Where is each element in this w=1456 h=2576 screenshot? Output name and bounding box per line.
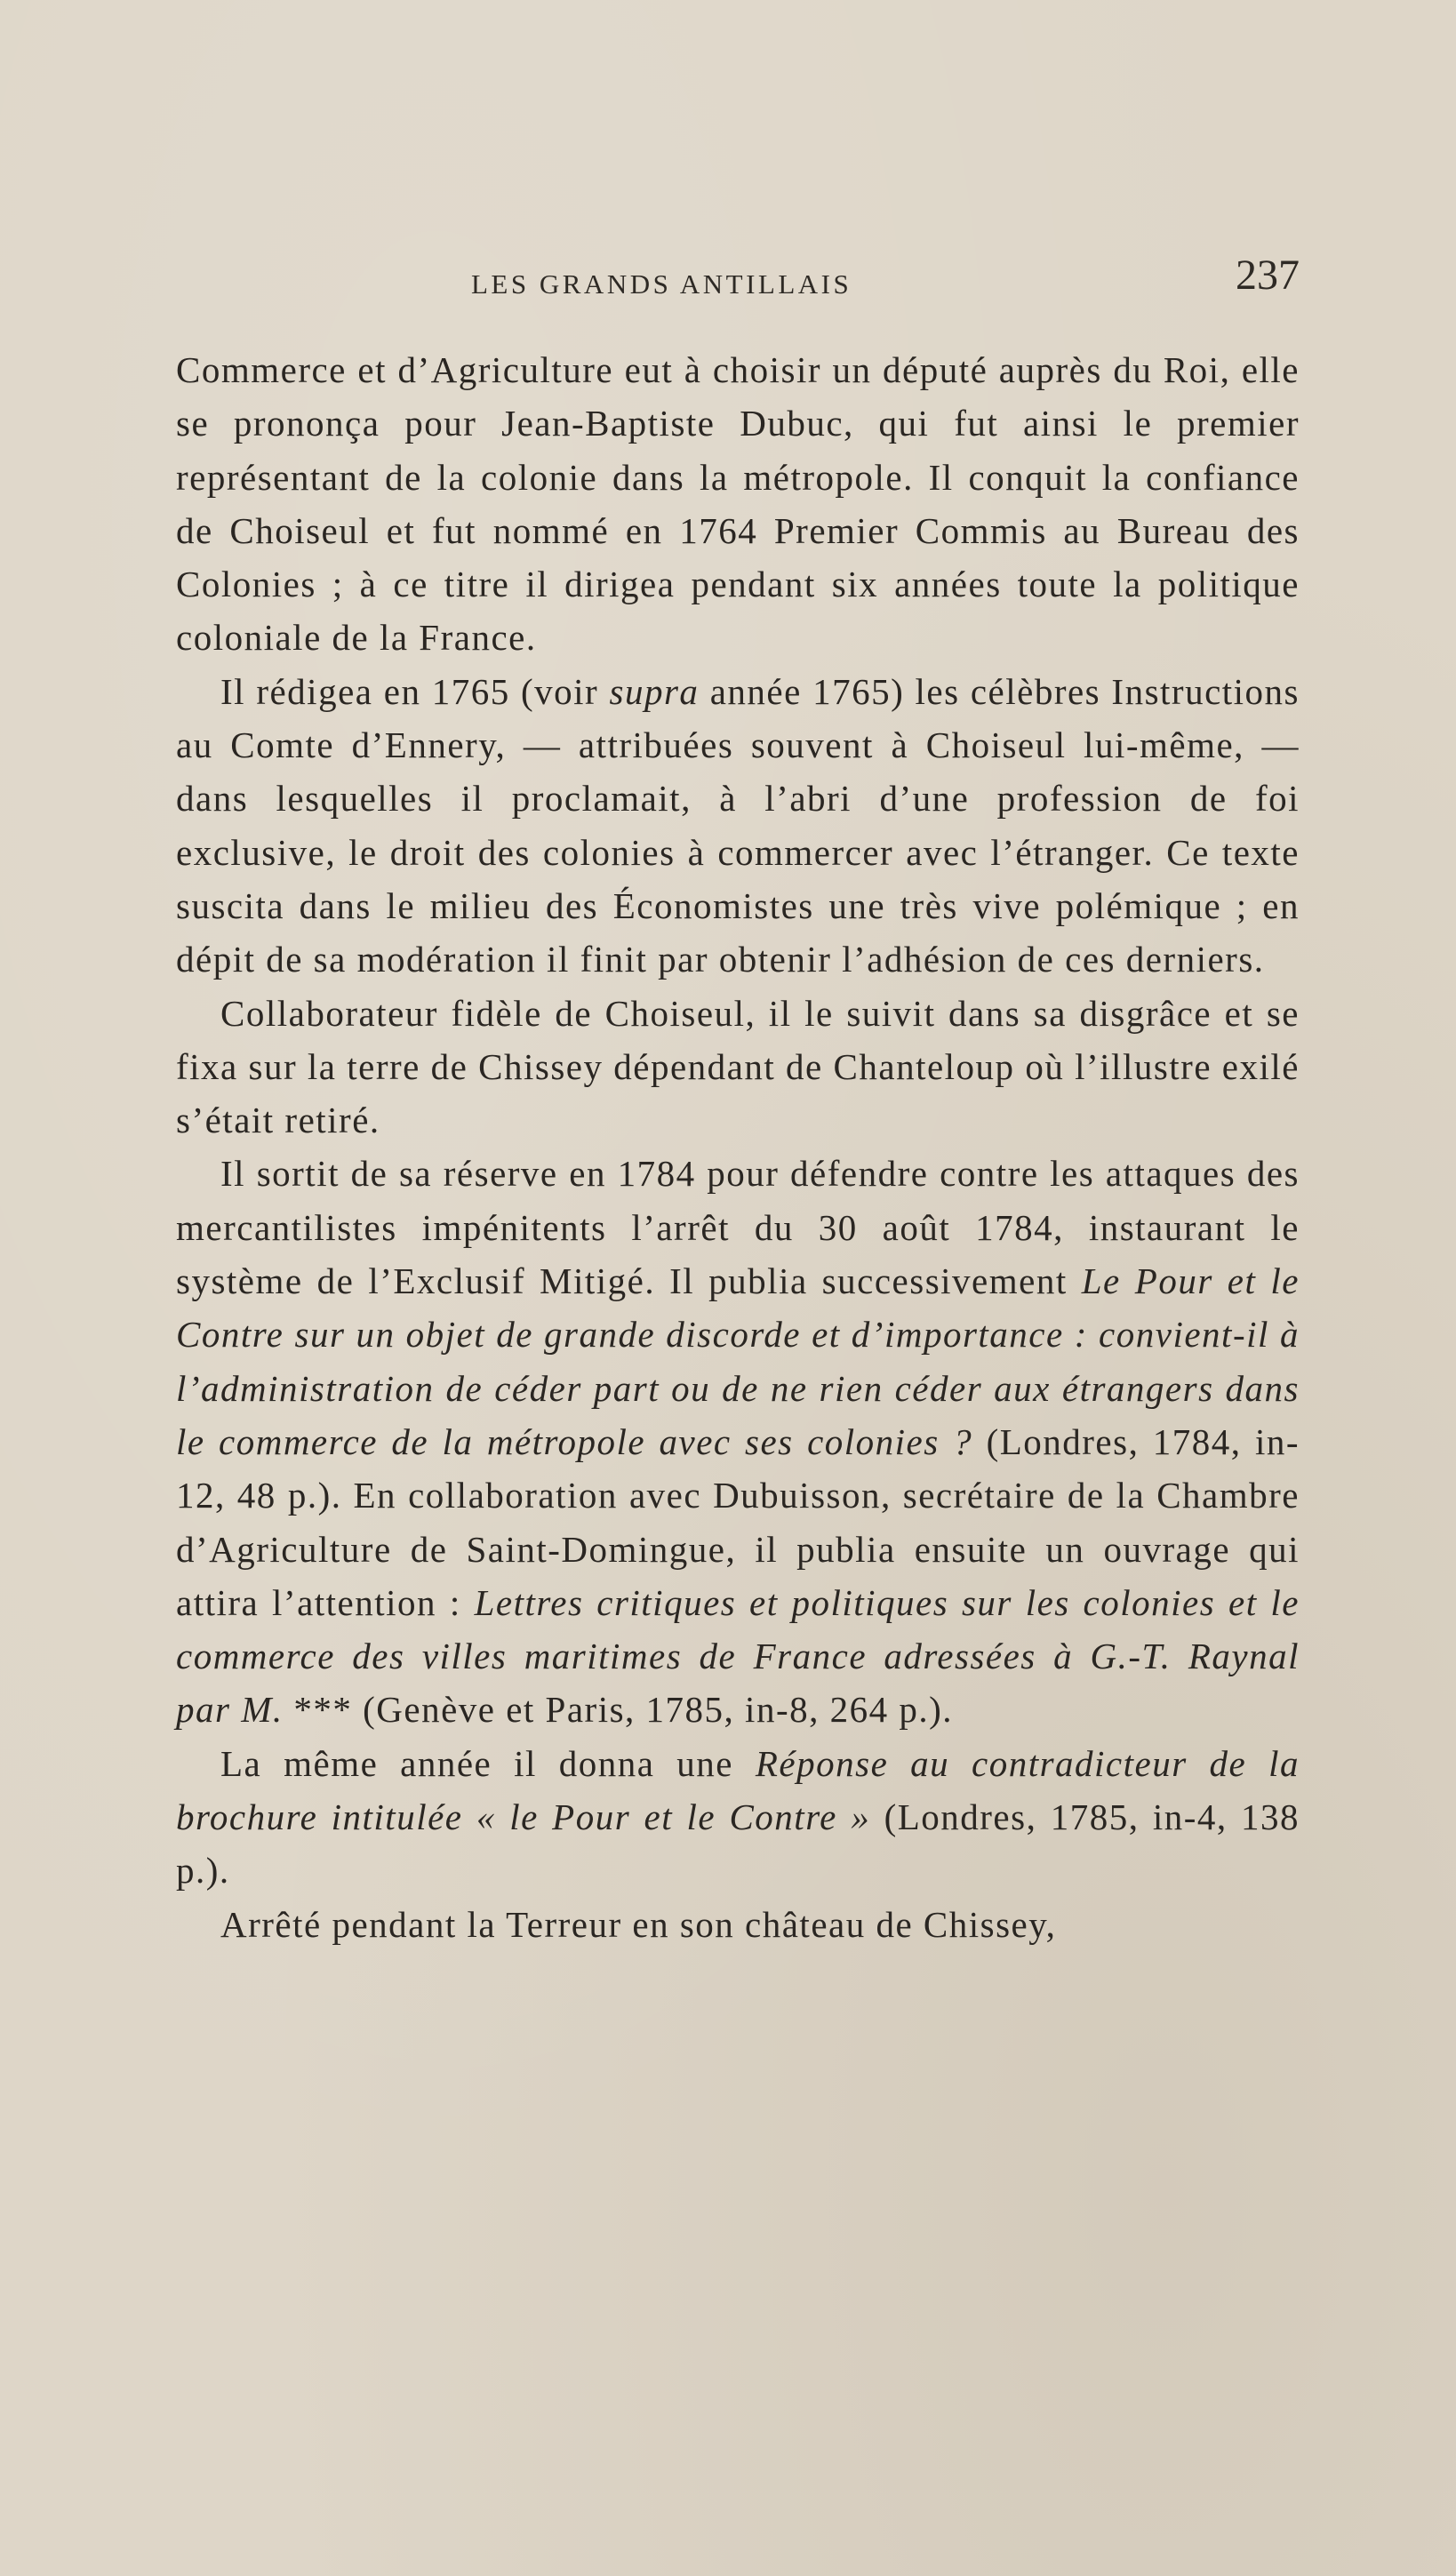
running-title: LES GRANDS ANTILLAIS bbox=[471, 268, 852, 300]
page-number: 237 bbox=[1236, 252, 1300, 299]
running-head bbox=[178, 251, 1300, 313]
text-run: Il rédigea en 1765 (voir bbox=[220, 670, 610, 712]
italic-text-run: Réponse au contradicteur de la brochure intitulée « le Pour et le Contre » bbox=[176, 1742, 1300, 1838]
text-run: Collaborateur fidèle de Choiseul, il le suivit dans sa disgrâce et se fixa sur la terre de Chissey dépendant de Chanteloup où l’illustre exilé s’était retiré. bbox=[176, 992, 1300, 1141]
body-text bbox=[176, 343, 1300, 1951]
paragraph bbox=[176, 343, 1300, 665]
italic-text-run: supra bbox=[609, 670, 700, 712]
paragraph bbox=[176, 665, 1300, 987]
italic-text-run: Le Pour et le Contre sur un objet de grande discorde et d’importance : convient-il à l’administration de céder part ou de ne rien céder aux étrangers dans le commerce de la métropole avec ses colonies ? bbox=[176, 1260, 1300, 1462]
text-run: Arrêté pendant la Terreur en son château de Chissey, bbox=[220, 1903, 1057, 1945]
paragraph bbox=[176, 987, 1300, 1148]
text-run: Commerce et d’Agriculture eut à choisir un député auprès du Roi, elle se prononça pour Jean-Baptiste Dubuc, qui fut ainsi le premier représentant de la colonie dans la métropole. Il conquit la confiance de Choiseul et fut nommé en 1764 Premier Commis au Bureau des Colonies ; à ce titre il dirigea pendant six années toute la politique coloniale de la France. bbox=[176, 349, 1300, 659]
paragraph bbox=[176, 1737, 1300, 1898]
paragraph bbox=[176, 1898, 1300, 1951]
text-run: (Londres, 1784, in-12, 48 p.). En collaboration avec Dubuisson, secrétaire de la Chambre d’Agriculture de Saint-Domingue, il publia ensuite un ouvrage qui attira l’attention : bbox=[176, 1420, 1300, 1623]
text-run: *** (Genève et Paris, 1785, in-8, 264 p.). bbox=[283, 1689, 954, 1731]
text-run: La même année il donna une bbox=[220, 1742, 756, 1784]
italic-text-run: Lettres critiques et politiques sur les colonies et le commerce des villes maritimes de France adressées à G.-T. Raynal par M. bbox=[176, 1581, 1300, 1731]
paragraph bbox=[176, 1147, 1300, 1736]
text-run: (Londres, 1785, in-4, 138 p.). bbox=[176, 1796, 1300, 1892]
text-run: année 1765) les célèbres Instructions au Comte d’Ennery, — attribuées souvent à Choiseul lui-même, — dans lesquelles il proclamait, à l’abri d’une profession de foi exclusive, le droit des colonies à commercer avec l’étranger. Ce texte suscita dans le milieu des Économistes une très vive polémique ; en dépit de sa modération il finit par obtenir l’adhésion de ces derniers. bbox=[176, 670, 1300, 980]
text-run: Il sortit de sa réserve en 1784 pour défendre contre les attaques des mercantilistes impénitents l’arrêt du 30 août 1784, instaurant le système de l’Exclusif Mitigé. Il publia successivement bbox=[176, 1153, 1300, 1302]
